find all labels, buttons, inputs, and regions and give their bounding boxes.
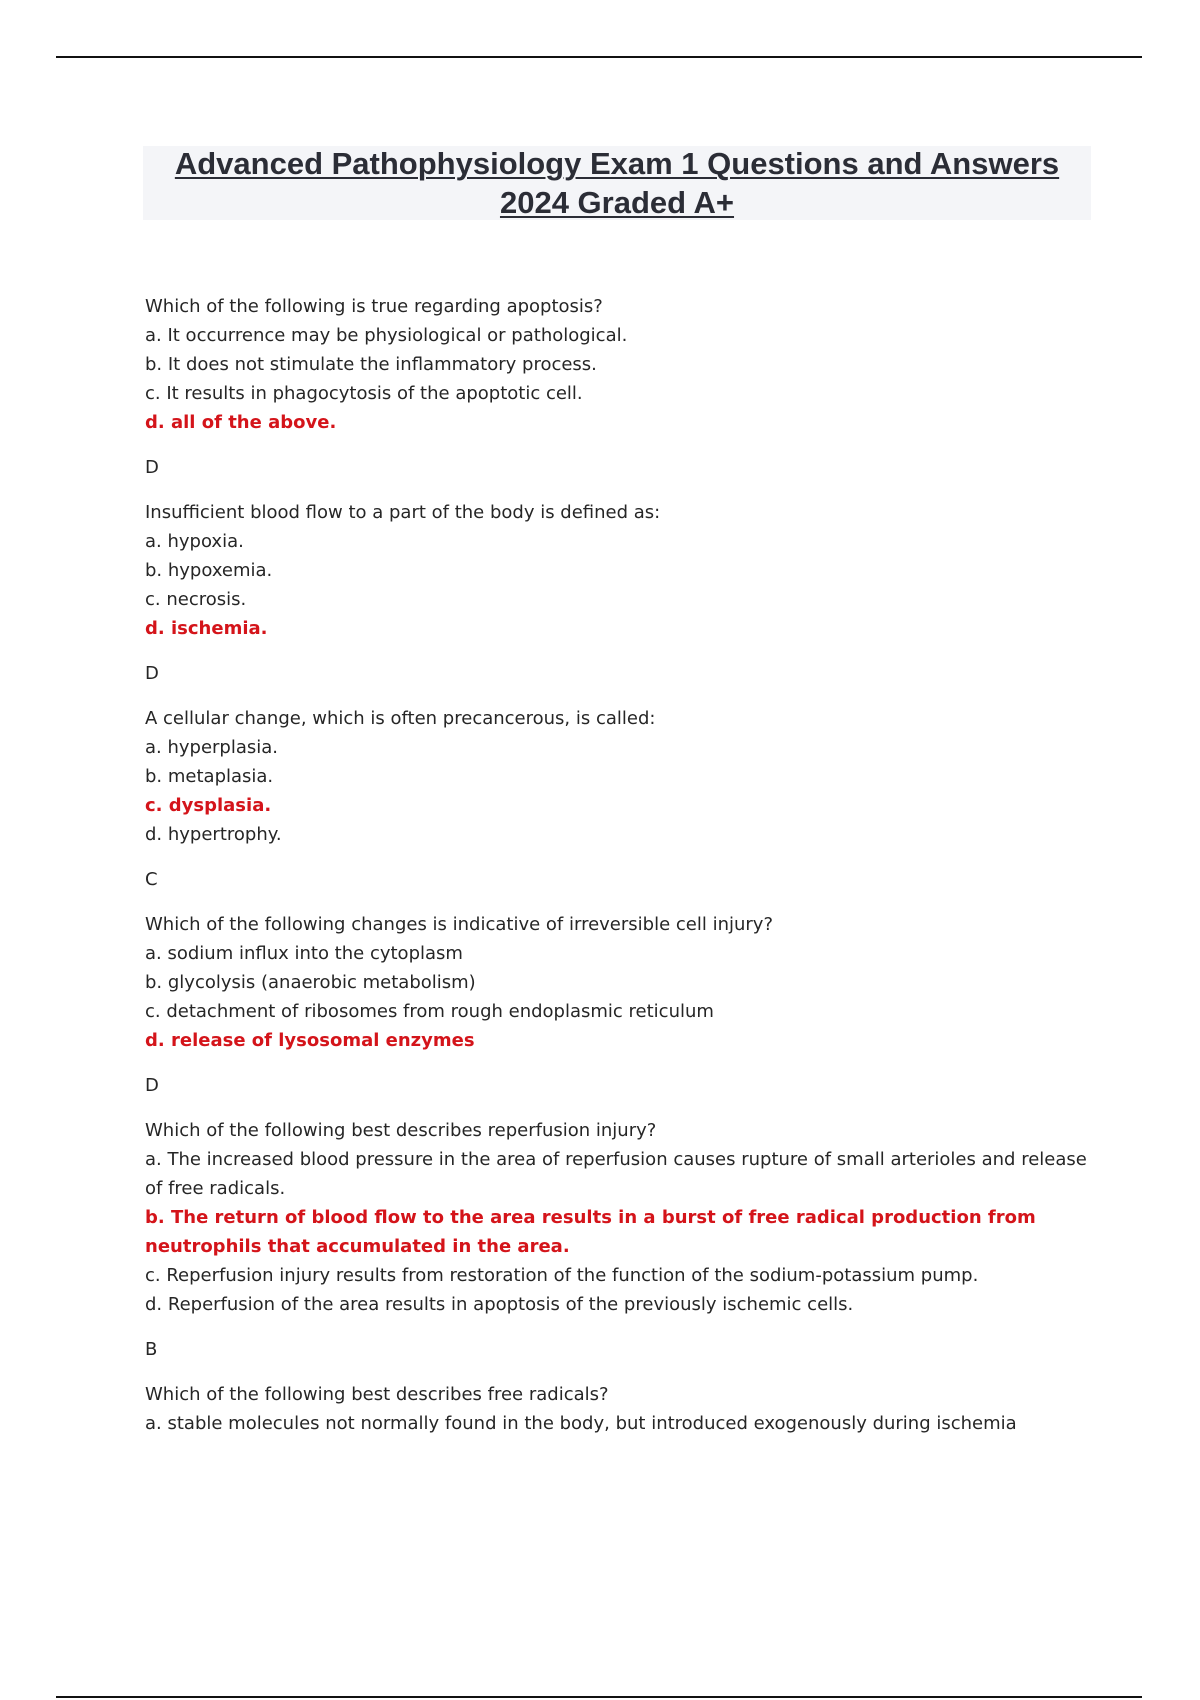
option-c: c. It results in phagocytosis of the apoptotic cell. — [145, 383, 583, 404]
option-a: a. It occurrence may be physiological or pathological. — [145, 325, 628, 346]
page-title — [143, 144, 1091, 222]
option-c: c. necrosis. — [145, 589, 247, 610]
question-4 — [145, 910, 1090, 1100]
title-line-1: Advanced Pathophysiology Exam 1 Questions and Answers — [174, 146, 1060, 181]
option-b: b. metaplasia. — [145, 766, 274, 787]
answer-key: C — [145, 869, 158, 890]
question-stem: A cellular change, which is often precancerous, is called: — [145, 708, 656, 729]
option-b: b. glycolysis (anaerobic metabolism) — [145, 972, 476, 993]
option-a: a. hypoxia. — [145, 531, 244, 552]
questions-list — [145, 292, 1090, 1454]
option-c-correct: c. dysplasia. — [145, 795, 272, 816]
option-a: a. sodium influx into the cytoplasm — [145, 943, 463, 964]
answer-key: D — [145, 663, 159, 684]
option-d-correct: d. release of lysosomal enzymes — [145, 1030, 475, 1051]
bottom-rule — [56, 1696, 1142, 1698]
question-stem: Which of the following is true regarding apoptosis? — [145, 296, 603, 317]
option-a: a. hyperplasia. — [145, 737, 279, 758]
answer-key: D — [145, 457, 159, 478]
option-a: a. The increased blood pressure in the area of reperfusion causes rupture of small arterioles and release of free radicals. — [145, 1149, 1087, 1199]
option-c: c. Reperfusion injury results from restoration of the function of the sodium-potassium pump. — [145, 1265, 979, 1286]
question-stem: Which of the following changes is indicative of irreversible cell injury? — [145, 914, 774, 935]
question-stem: Insufficient blood flow to a part of the body is defined as: — [145, 502, 661, 523]
option-c: c. detachment of ribosomes from rough endoplasmic reticulum — [145, 1001, 714, 1022]
question-stem: Which of the following best describes reperfusion injury? — [145, 1120, 657, 1141]
option-b: b. It does not stimulate the inflammatory process. — [145, 354, 597, 375]
question-6 — [145, 1380, 1090, 1438]
option-b: b. hypoxemia. — [145, 560, 273, 581]
option-a: a. stable molecules not normally found in the body, but introduced exogenously during ischemia — [145, 1413, 1017, 1434]
top-rule — [56, 56, 1142, 58]
option-d: d. Reperfusion of the area results in apoptosis of the previously ischemic cells. — [145, 1294, 854, 1315]
question-2 — [145, 498, 1090, 688]
question-1 — [145, 292, 1090, 482]
question-stem: Which of the following best describes free radicals? — [145, 1384, 609, 1405]
answer-key: B — [145, 1339, 158, 1360]
question-5 — [145, 1116, 1090, 1364]
answer-key: D — [145, 1075, 159, 1096]
question-3 — [145, 704, 1090, 894]
title-line-2: 2024 Graded A+ — [499, 185, 735, 220]
option-b-correct: b. The return of blood flow to the area results in a burst of free radical production from neutrophils that accumulated in the area. — [145, 1207, 1036, 1257]
option-d-correct: d. ischemia. — [145, 618, 268, 639]
option-d: d. hypertrophy. — [145, 824, 282, 845]
option-d-correct: d. all of the above. — [145, 412, 337, 433]
